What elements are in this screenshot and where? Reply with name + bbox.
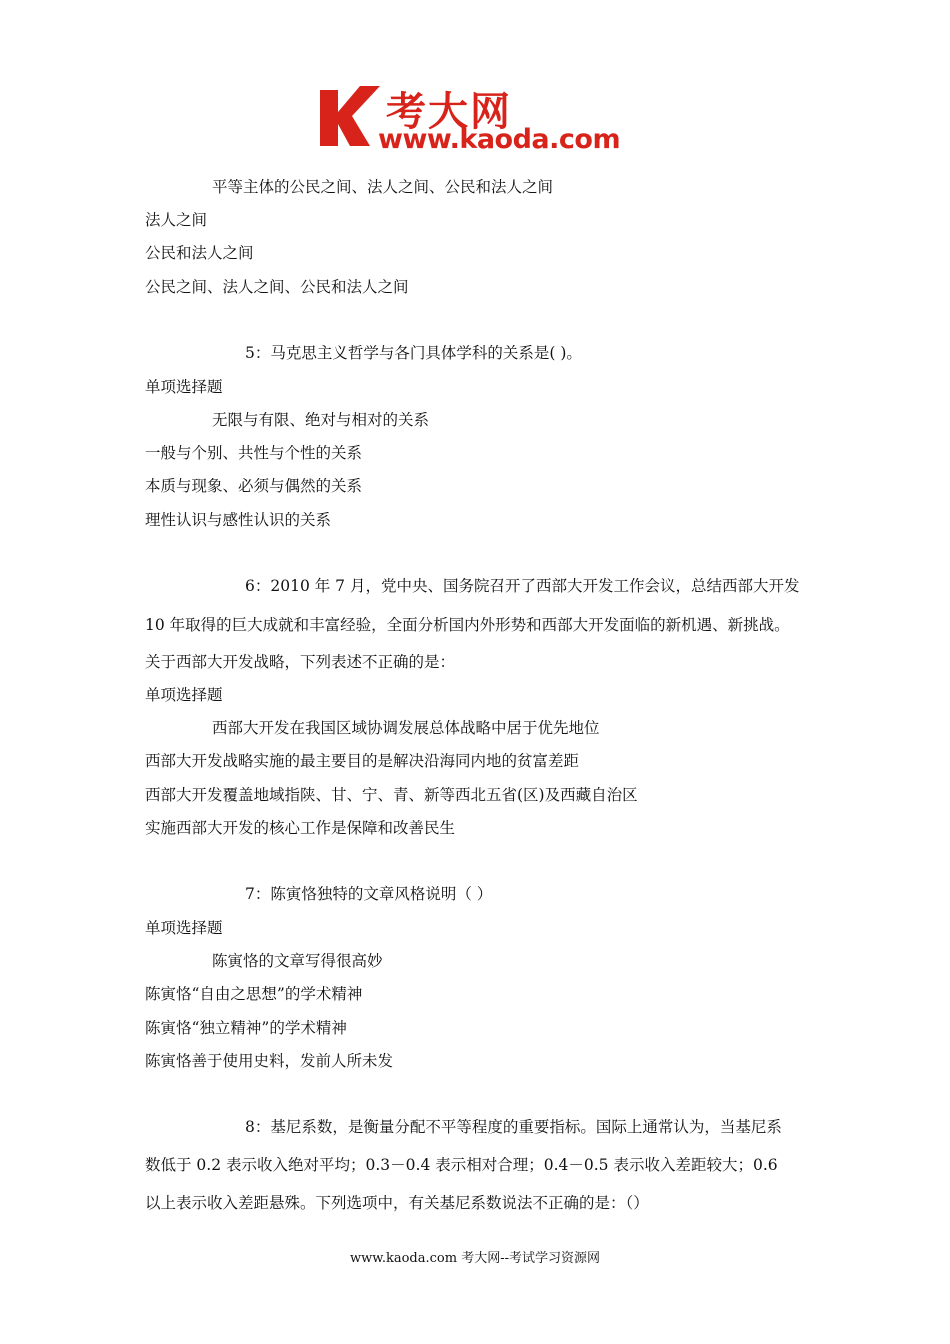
logo-title: 考大网 <box>386 89 512 135</box>
q5-option-a: 无限与有限、绝对与相对的关系 <box>212 411 430 429</box>
q4-option-d: 公民之间、法人之间、公民和法人之间 <box>145 278 409 296</box>
q5-option-b: 一般与个别、共性与个性的关系 <box>145 444 363 462</box>
q7-option-b: 陈寅恪“自由之思想”的学术精神 <box>145 985 363 1003</box>
q8-stem-line-1: 8：基尼系数，是衡量分配不平等程度的重要指标。国际上通常认为，当基尼系 <box>245 1118 782 1136</box>
q6-stem-line-1: 6：2010 年 7 月，党中央、国务院召开了西部大开发工作会议，总结西部大开发 <box>245 577 800 595</box>
q5-option-d: 理性认识与感性认识的关系 <box>145 511 332 529</box>
q5-stem: 5：马克思主义哲学与各门具体学科的关系是( )。 <box>245 344 582 362</box>
q7-option-a: 陈寅恪的文章写得很高妙 <box>212 952 383 970</box>
q6-option-d: 实施西部大开发的核心工作是保障和改善民生 <box>145 819 456 837</box>
q6-option-c: 西部大开发覆盖地域指陕、甘、宁、青、新等西北五省(区)及西藏自治区 <box>145 786 638 804</box>
q6-stem-line-2: 10 年取得的巨大成就和丰富经验，全面分析国内外形势和西部大开发面临的新机遇、新挑战。 <box>145 616 790 634</box>
q6-option-a: 西部大开发在我国区域协调发展总体战略中居于优先地位 <box>212 719 600 737</box>
q5-type: 单项选择题 <box>145 378 223 396</box>
q7-stem: 7：陈寅恪独特的文章风格说明（ ） <box>245 885 493 903</box>
q8-stem-line-3: 以上表示收入差距悬殊。下列选项中，有关基尼系数说法不正确的是：（） <box>145 1194 649 1212</box>
q8-stem-line-2: 数低于 0.2 表示收入绝对平均；0.3－0.4 表示相对合理；0.4－0.5 表示收入差距较大；0.6 <box>145 1156 778 1174</box>
q6-type: 单项选择题 <box>145 686 223 704</box>
q6-option-b: 西部大开发战略实施的最主要目的是解决沿海同内地的贫富差距 <box>145 752 580 770</box>
kaoda-logo <box>318 84 648 162</box>
logo-url: www.kaoda.com <box>378 124 621 155</box>
q4-option-c: 公民和法人之间 <box>145 244 254 262</box>
q4-option-b: 法人之间 <box>145 211 208 229</box>
q4-option-a: 平等主体的公民之间、法人之间、公民和法人之间 <box>212 178 554 196</box>
k-logo-icon <box>318 84 382 150</box>
q7-option-c: 陈寅恪“独立精神”的学术精神 <box>145 1019 347 1037</box>
q6-stem-line-3: 关于西部大开发战略，下列表述不正确的是： <box>145 653 456 671</box>
q7-option-d: 陈寅恪善于使用史料，发前人所未发 <box>145 1052 394 1070</box>
q5-option-c: 本质与现象、必须与偶然的关系 <box>145 477 363 495</box>
page-footer: www.kaoda.com 考大网--考试学习资源网 <box>350 1251 600 1266</box>
q7-type: 单项选择题 <box>145 919 223 937</box>
